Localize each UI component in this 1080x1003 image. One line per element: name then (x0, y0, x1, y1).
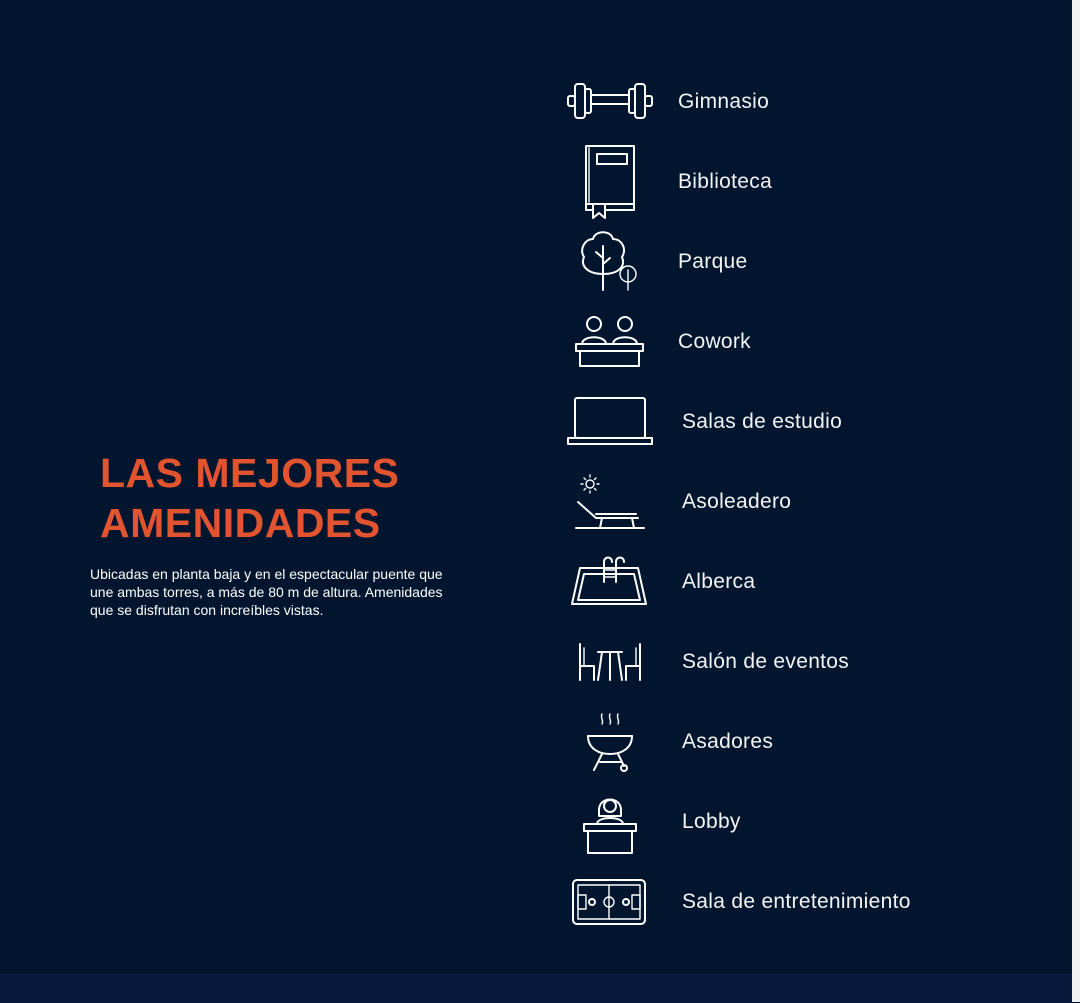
amenity-sala-de-entretenimiento (560, 862, 980, 942)
amenity-label: Asoleadero (682, 490, 792, 513)
amenity-gimnasio (560, 62, 980, 142)
amenity-label: Salas de estudio (682, 410, 843, 433)
reception-icon (560, 782, 660, 862)
amenity-label: Lobby (682, 810, 741, 833)
dumbbell-icon (560, 62, 660, 142)
amenity-salas-de-estudio (560, 382, 980, 462)
amenity-label: Cowork (678, 330, 751, 353)
amenity-parque (560, 222, 980, 302)
amenity-label: Biblioteca (678, 170, 773, 193)
amenity-lobby (560, 782, 980, 862)
cowork-icon (560, 302, 660, 382)
amenity-salon-de-eventos (560, 622, 980, 702)
section-title: LAS MEJORES AMENIDADES (100, 450, 400, 546)
book-icon (560, 142, 660, 222)
grill-icon (560, 702, 660, 782)
pool-icon (560, 542, 660, 622)
section-description: Ubicadas en planta baja y en el espectacular puente que une ambas torres, a más de 80 m de altura. Amenidades que se disfrutan con increíbles vistas. (90, 566, 443, 618)
amenity-cowork (560, 302, 980, 382)
bottom-band (0, 974, 1072, 1003)
amenity-label: Gimnasio (678, 90, 770, 113)
foosball-icon (560, 862, 660, 942)
sun-lounger-icon (560, 462, 660, 542)
page-edge (1072, 0, 1080, 1002)
amenity-asoleadero (560, 462, 980, 542)
amenity-asadores (560, 702, 980, 782)
amenity-label: Parque (678, 250, 748, 273)
tree-icon (560, 222, 660, 302)
amenity-label: Salón de eventos (682, 650, 850, 673)
amenity-label: Alberca (682, 570, 756, 593)
laptop-icon (560, 382, 660, 462)
amenity-biblioteca (560, 142, 980, 222)
amenity-label: Asadores (682, 730, 774, 753)
table-chairs-icon (560, 622, 660, 702)
amenity-alberca (560, 542, 980, 622)
amenity-label: Sala de entretenimiento (682, 890, 911, 913)
